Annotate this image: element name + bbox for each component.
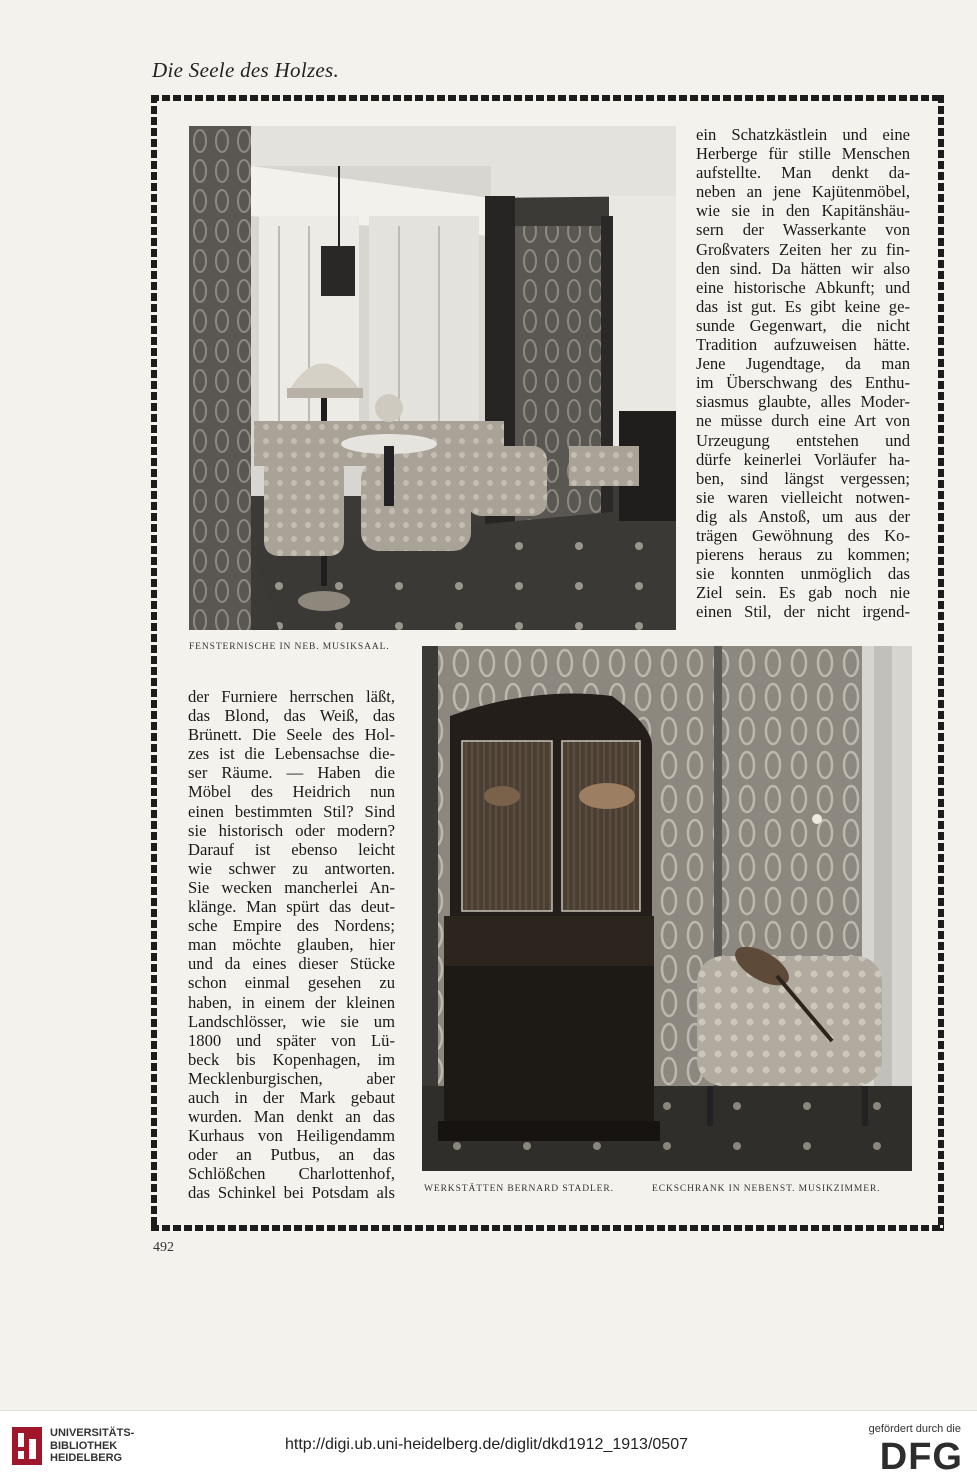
text-line: das ist gut. Es gibt keine ge- [696,296,910,316]
text-line: den sind. Da hätten wir also [696,258,910,278]
text-line: trägen Gewöhnung des Ko- [696,525,910,545]
border-right [938,95,944,1231]
footer-bar [0,1410,977,1481]
text-line: ne müsse durch eine Art von [696,411,910,431]
text-line: Großvaters Zeiten her zu fin- [696,239,910,259]
caption-bottom-left: WERKSTÄTTEN BERNARD STADLER. [424,1184,614,1194]
institution-line: HEIDELBERG [50,1452,123,1464]
text-line: neben an jene Kajütenmöbel, [696,182,910,202]
institution-name [50,1427,134,1465]
text-column-right [696,125,910,621]
text-line: ser Räume. — Haben die [188,763,395,783]
caption-top-photo: FENSTERNISCHE IN NEB. MUSIKSAAL. [189,642,390,652]
text-line: Urzeugung entstehen und [696,430,910,450]
text-line: 1800 und später von Lü- [188,1030,395,1050]
text-line: ben, sind längst vergessen; [696,468,910,488]
institution-line: BIBLIOTHEK [50,1439,118,1452]
text-line: Schlößchen Charlottenhof, [188,1164,395,1184]
text-line: aufstellte. Man denkt da- [696,163,910,183]
text-line: Sie wecken mancherlei An- [188,877,395,897]
text-line: wurden. Man denkt an das [188,1107,395,1127]
text-line: Brünett. Die Seele des Hol- [188,725,395,745]
text-line: siasmus glaubte, alles Moder- [696,392,910,412]
text-line: Jene Jugendtage, da man [696,354,910,374]
text-line: Darauf ist ebenso leicht [188,839,395,859]
text-line: Herberge für stille Menschen [696,144,910,164]
photo-window-niche [189,126,676,630]
dfg-logo: DFG [879,1436,963,1478]
text-line: haben, in einem der kleinen [188,992,395,1012]
border-bottom [151,1225,944,1231]
text-line: im Überschwang des Enthu- [696,373,910,393]
text-line: sunde Gegenwart, die nicht [696,315,910,335]
text-line: Landschlösser, wie sie um [188,1011,395,1031]
text-line: auch in der Mark gebaut [188,1087,395,1107]
text-line: oder an Putbus, an das [188,1145,395,1165]
text-line: beck bis Kopenhagen, im [188,1049,395,1069]
permalink-url[interactable]: http://digi.ub.uni-heidelberg.de/diglit/dkd1912_1913/0507 [285,1436,688,1453]
text-line: sche Empire des Nordens; [188,916,395,936]
funded-by-text: gefördert durch die [868,1423,961,1435]
text-line: schon einmal gesehen zu [188,973,395,993]
text-line: Kurhaus von Heiligendamm [188,1126,395,1146]
text-line: das Blond, das Weiß, das [188,706,395,726]
institution-line: UNIVERSITÄTS- [50,1427,135,1439]
page-number: 492 [153,1240,174,1255]
text-line: und da eines dieser Stücke [188,954,395,974]
text-line: das Schinkel bei Potsdam als [188,1183,395,1203]
text-line: Tradition aufzuweisen hätte. [696,335,910,355]
text-line: eine historische Abkunft; und [696,277,910,297]
text-line: sie waren vielleicht notwen- [696,487,910,507]
text-line: sern der Wasserkante von [696,220,910,240]
text-line: Mecklenburgischen, aber [188,1068,395,1088]
university-library-logo-icon [10,1425,44,1467]
text-line: sie konnten unmöglich das [696,564,910,584]
text-line: klänge. Man spürt das deut- [188,897,395,917]
text-line: Ziel sein. Es gab noch nie [696,583,910,603]
text-line: ein Schatzkästlein und eine [696,125,910,144]
text-line: wie sie in den Kapitänshäu- [696,201,910,221]
text-line: pierens heraus zu kommen; [696,545,910,565]
text-column-left [188,687,395,1203]
border-top [151,95,944,101]
text-line: zes ist die Lebensachse die- [188,744,395,764]
text-line: einen bestimmten Stil? Sind [188,801,395,821]
caption-bottom-right: ECKSCHRANK IN NEBENST. MUSIKZIMMER. [652,1184,881,1194]
text-line: dürfe keinerlei Vorläufer ha- [696,449,910,469]
text-line: sie historisch oder modern? [188,820,395,840]
text-line: Möbel des Heidrich nun [188,782,395,802]
text-line: wie schwer zu antworten. [188,858,395,878]
text-line: dig als Anstoß, um aus der [696,506,910,526]
text-line: der Furniere herrschen läßt, [188,687,395,706]
running-header-title: Die Seele des Holzes. [152,58,340,82]
border-left [151,95,157,1231]
text-line: man möchte glauben, hier [188,935,395,955]
text-line: einen Stil, der nicht irgend- [696,602,910,622]
photo-corner-cabinet [422,646,912,1171]
